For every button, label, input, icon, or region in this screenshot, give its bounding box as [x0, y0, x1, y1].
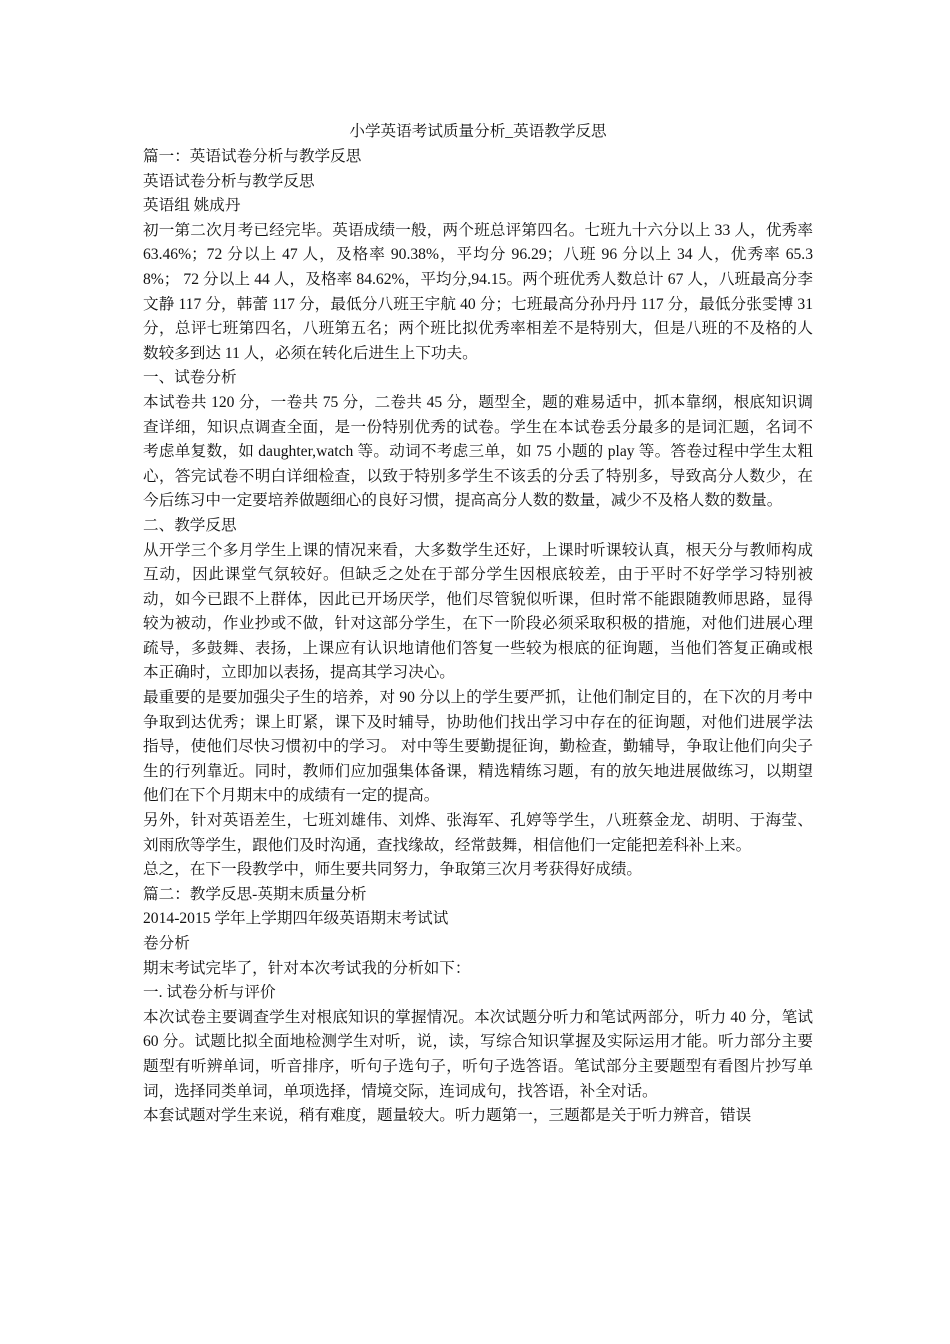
section-heading: 篇二：教学反思-英期末质量分析: [143, 885, 367, 903]
paragraph: 英语组 姚成丹: [143, 197, 241, 215]
section-heading: 一、试卷分析: [143, 369, 237, 387]
paragraph: 本次试卷主要调查学生对根底知识的掌握情况。本次试题分听力和笔试两部分，听力 40 分，笔试 60 分。试题比拟全面地检测学生对听，说，读，写综合知识掌握及实际运用才能。听力部分主要题型有听辨单词，听音排序，听句子选句子，听句子选答语。笔试部分主要题型有看图片抄写单词，选择同类单词，单项选择，情境交际，连词成句，找答语，补全对话。: [143, 1008, 813, 1100]
paragraph: 初一第二次月考已经完毕。英语成绩一般，两个班总评第四名。七班九十六分以上 33 人，优秀率 63.46%；72 分以上 47 人，及格率 90.38%，平均分 96.29；八班 96 分以上 34 人，优秀率 65.38%； 72 分以上 44 人，及格率 84.62%，平均分,94.15。两个班优秀人数总计 67 人，八班最高分李文静 117 分，韩蕾 117 分，最低分八班王宇航 40 分；七班最高分孙丹丹 117 分，最低分张雯博 31 分，总评七班第四名，八班第五名；两个班比拟优秀率相差不是特别大，但是八班的不及格的人数较多到达 11 人，必须在转化后进生上下功夫。: [143, 221, 813, 362]
section-heading: 二、教学反思: [143, 516, 237, 534]
paragraph: 卷分析: [143, 935, 190, 952]
document-page: [143, 121, 813, 1129]
paragraph: 另外，针对英语差生，七班刘雄伟、刘烨、张海军、孔婷等学生，八班蔡金龙、胡明、于海莹、刘雨欣等学生，跟他们及时沟通，查找缘故，经常鼓舞，相信他们一定能把差科补上来。: [143, 812, 813, 854]
paragraph: 从开学三个多月学生上课的情况来看，大多数学生还好，上课时听课较认真，根天分与教师构成互动，因此课堂气氛较好。但缺乏之处在于部分学生因根底较差，由于平时不好学学习特别被动，如今已跟不上群体，因此已开场厌学，他们尽管貌似听课，但时常不能跟随教师思路，显得较为被动，作业抄或不做，针对这部分学生，在下一阶段必须采取积极的措施，对他们进展心理疏导，多鼓舞、表扬，上课应有认识地请他们答复一些较为根底的征询题，当他们答复正确或根本正确时，立即加以表扬，提高其学习决心。: [143, 541, 813, 682]
paragraph: 篇一：英语试卷分析与教学反思: [143, 148, 362, 165]
paragraph: 期末考试完毕了，针对本次考试我的分析如下：: [143, 959, 471, 977]
section-heading: 一. 试卷分析与评价: [143, 984, 276, 1002]
paragraph: 本套试题对学生来说，稍有难度，题量较大。听力题第一，三题都是关于听力辨音，错误: [143, 1107, 752, 1125]
paragraph: 英语试卷分析与教学反思: [143, 172, 315, 190]
paragraph: 本试卷共 120 分，一卷共 75 分，二卷共 45 分，题型全，题的难易适中，抓本靠纲，根底知识调查详细，知识点调查全面，是一份特别优秀的试卷。学生在本试卷丢分最多的是词汇题，名词不考虑单复数，如 daughter,watch 等。动词不考虑三单，如 75 小题的 play 等。答卷过程中学生太粗心，答完试卷不明白详细检查，以致于特别多学生不该丢的分丢了特别多，导致高分人数少，在今后练习中一定要培养做题细心的良好习惯，提高高分人数的数量，减少不及格人数的数量。: [143, 393, 813, 510]
paragraph: 最重要的是要加强尖子生的培养，对 90 分以上的学生要严抓，让他们制定目的，在下次的月考中争取到达优秀；课上盯紧，课下及时辅导，协助他们找出学习中存在的征询题，对他们进展学法指导，使他们尽快习惯初中的学习。 对中等生要勤提征询，勤检查，勤辅导，争取让他们向尖子生的行列靠近。同时，教师们应加强集体备课，精选精练习题，有的放矢地进展做练习，以期望他们在下个月期末中的成绩有一定的提高。: [143, 689, 813, 805]
document-title: 小学英语考试质量分析_英语教学反思: [349, 123, 607, 140]
paragraph: 总之，在下一段教学中，师生要共同努力，争取第三次月考获得好成绩。: [143, 861, 643, 879]
paragraph: 2014-2015 学年上学期四年级英语期末考试试: [143, 910, 449, 928]
